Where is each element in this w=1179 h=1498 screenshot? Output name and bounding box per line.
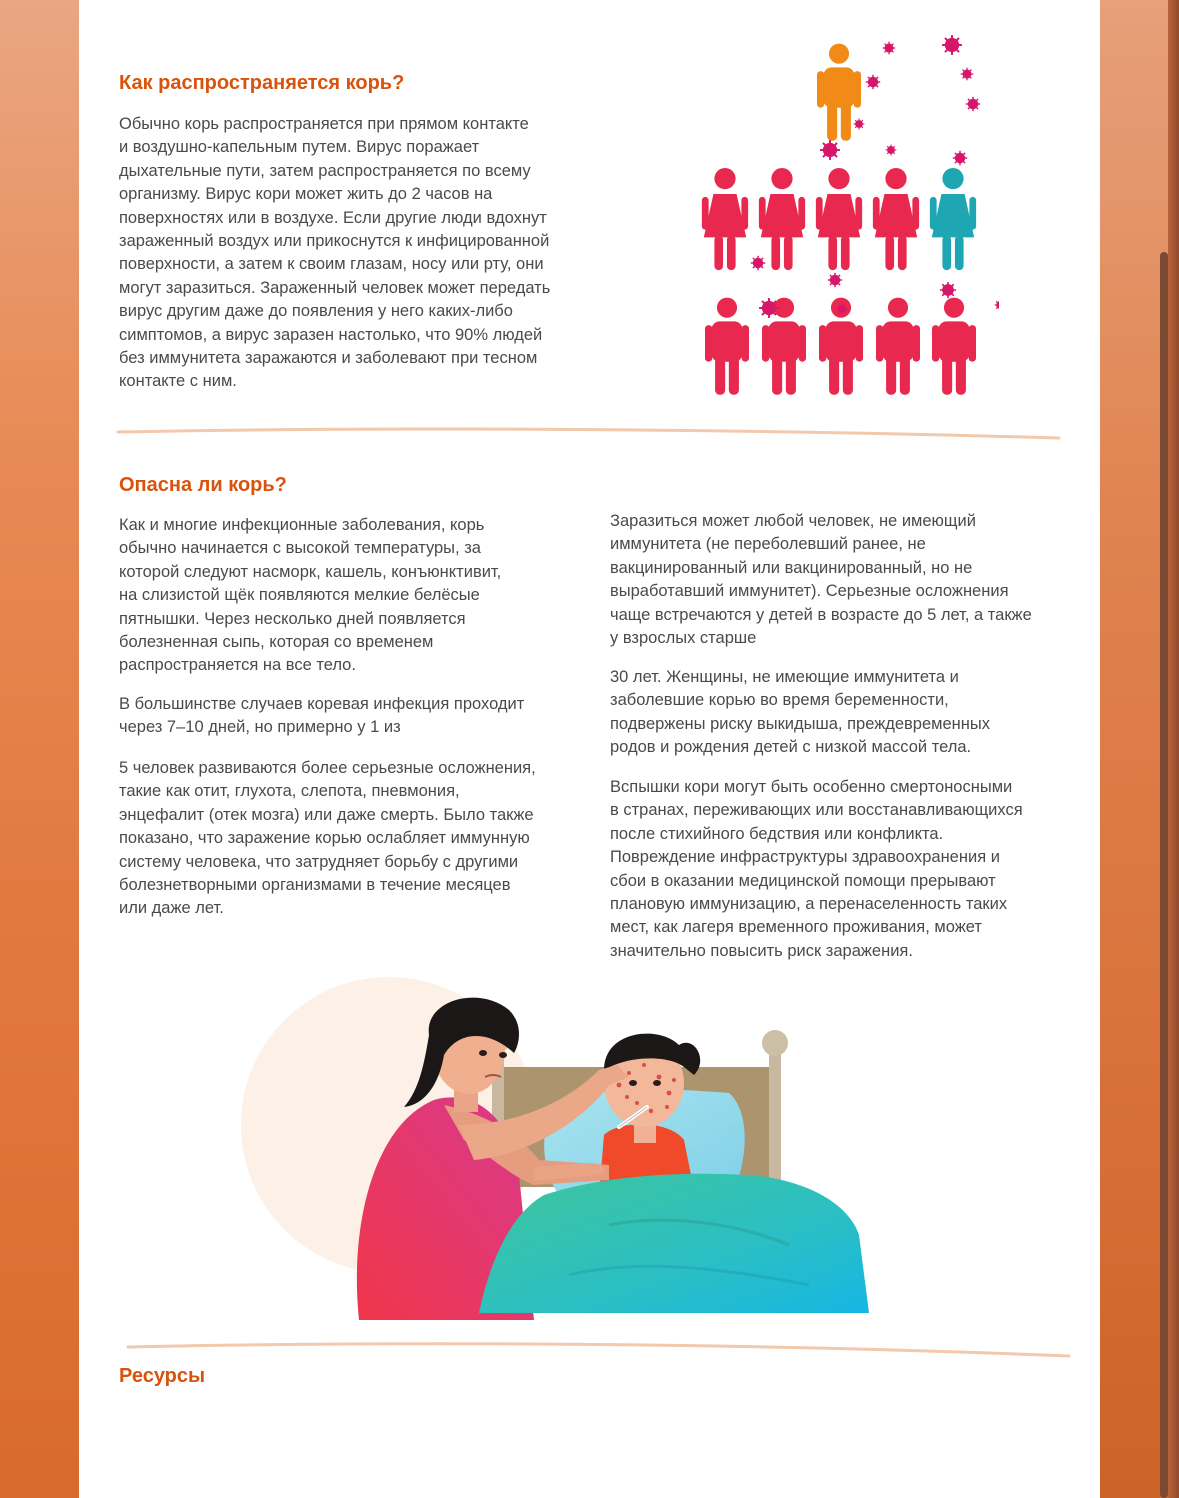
person-icon-infected [876,298,920,395]
scrollbar-thumb[interactable] [1160,252,1168,1498]
person-icon-infected [932,298,976,395]
person-icon-infected [759,168,805,270]
person-icon-infected [702,168,748,270]
infection-pyramid-illustration [659,28,999,408]
spread-paragraph: Обычно корь распространяется при прямом контакте и воздушно-капельным путем. Вирус поражает дыхательные пути, затем распространяется по всему организму. Вирус кори может жить до 2 часов на поверхностях или в воздухе. Если другие люди вдохнут зараженный воздух или прикоснутся к инфицированной поверхности, а затем к своим глазам, носу или рту, они могут заразиться. Зараженный человек может передать вирус другим даже до появления у него каких-либо симптомов, а вирус заразен настолько, что 90% людей без иммунитета заражаются и заболевают при тесном контакте с ним. [119,115,551,391]
person-icon-infected [873,168,919,270]
sick-child-illustration [189,975,869,1320]
person-icon-immune [930,168,976,270]
section-title-spread: Как распространяется корь? [119,72,405,94]
blanket-icon [479,1174,869,1313]
page-edge [1168,0,1179,1498]
section-divider [126,1338,1071,1344]
danger-right-paragraph-2: 30 лет. Женщины, не имеющие иммунитета и заболевшие корью во время беременности, подвержены риску выкидыша, преждевременных родов и рождения детей с низкой массой тела. [610,668,991,757]
danger-left-paragraph-2: В большинстве случаев коревая инфекция проходит через 7–10 дней, но примерно у 1 из [119,695,525,737]
person-icon-source [817,44,861,141]
document-page [79,0,1100,1498]
person-icon-infected [705,298,749,395]
person-icon-infected [816,168,862,270]
danger-left-paragraph-1: Как и многие инфекционные заболевания, корь обычно начинается с высокой температуры, за которой следуют насморк, кашель, конъюнктивит, на слизистой щёк появляются мелкие белёсые пятнышки. Через несколько дней появляется болезненная сыпь, которая со временем распространяется на все тело. [119,516,502,675]
danger-left-paragraph-3: 5 человек развиваются более серьезные осложнения, такие как отит, глухота, слепота, пневмония, энцефалит (отек мозга) или даже смерть. Было также показано, что заражение корью ослабляет иммунную систему человека, что затрудняет борьбу с другими болезнетворными организмами в течение месяцев или даже лет. [119,759,536,918]
danger-right-paragraph-1: Заразиться может любой человек, не имеющий иммунитета (не переболевший ранее, не вакцинированный или вакцинированный, но не выработавший иммунитет). Серьезные осложнения чаще встречаются у детей в возрасте до 5 лет, а также у взрослых старше [610,512,1032,648]
section-title-resources: Ресурсы [119,1365,206,1387]
section-divider [116,425,1061,431]
danger-right-paragraph-3: Вспышки кори могут быть особенно смертоносными в странах, переживающих или восстанавливающихся после стихийного бедствия или конфликта. Повреждение инфраструктуры здравоохранения и сбои в оказании медицинской помощи прерывают плановую иммунизацию, а перенаселенность таких мест, как лагеря временного проживания, может значительно повысить риск заражения. [610,778,1023,960]
section-title-danger: Опасна ли корь? [119,474,287,496]
